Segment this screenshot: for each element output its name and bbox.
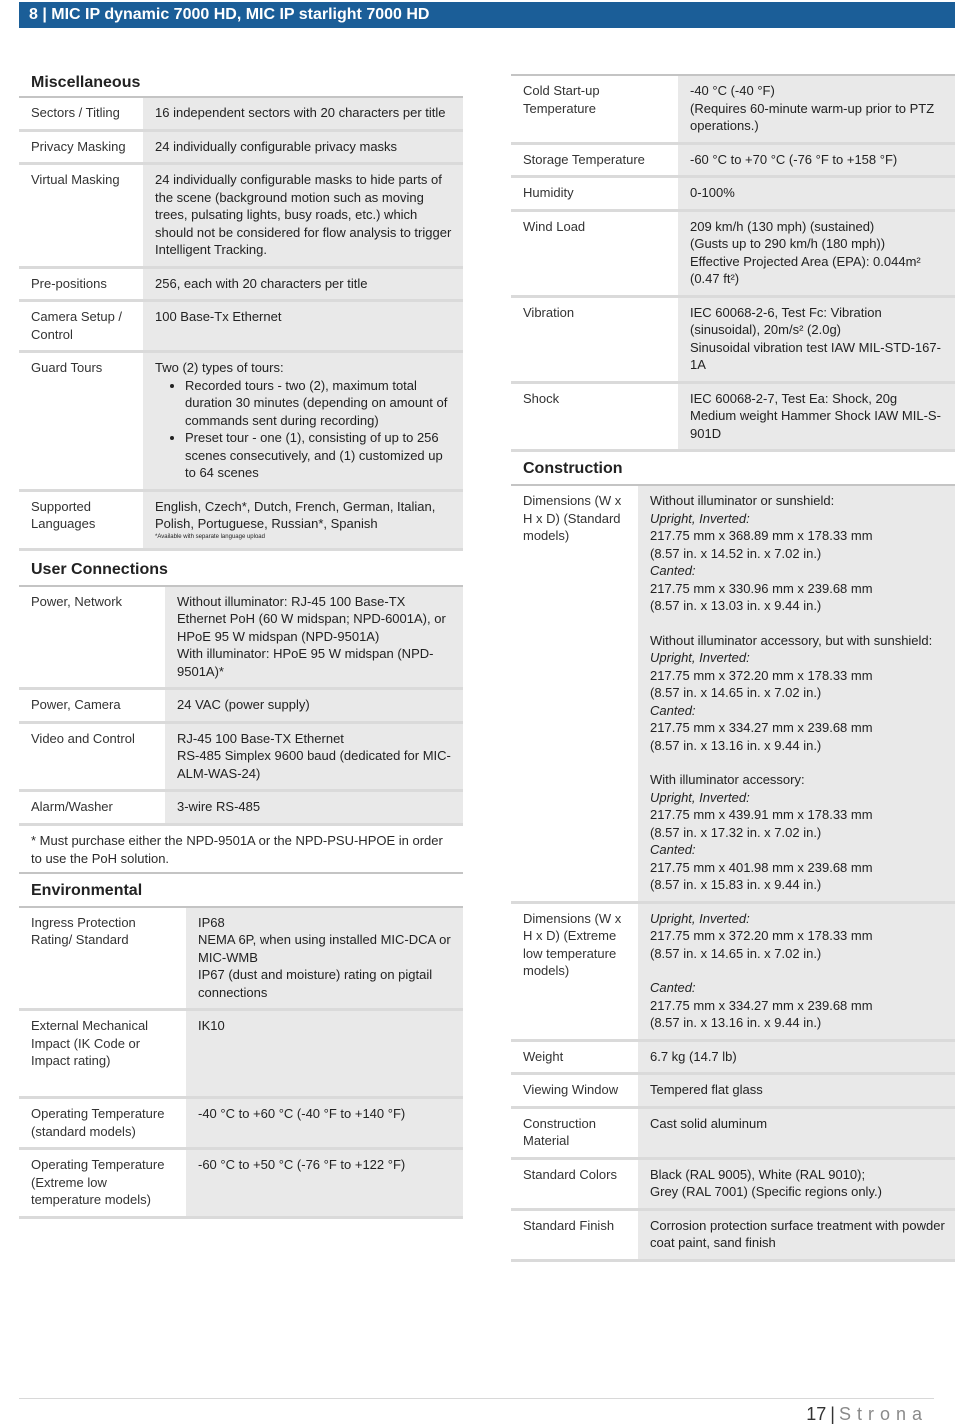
value-line: Black (RAL 9005), White (RAL 9010);	[650, 1166, 866, 1182]
value-line: IP68	[198, 914, 225, 930]
value-line: Effective Projected Area (EPA): 0.044m² (0.47 ft²)	[690, 253, 921, 286]
dimension-subheading: Canted:	[650, 980, 696, 995]
spec-key: Wind Load	[511, 212, 678, 298]
spec-key: Operating Temperature (standard models)	[19, 1099, 186, 1150]
spec-value	[186, 1011, 463, 1099]
value-line: (8.57 in. x 14.65 in. x 7.02 in.)	[650, 685, 822, 700]
spec-key: Cold Start-up Temperature	[511, 76, 678, 145]
value-line: 217.75 mm x 401.98 mm x 239.68 mm	[650, 859, 873, 875]
value-line: Without illuminator: RJ-45 100 Base-TX Ethernet PoH (60 W midspan; NPD-6001A), or HPoE 95 W midspan (NPD-9501A)	[177, 593, 446, 644]
dimension-heading: Without illuminator accessory, but with sunshield:	[650, 632, 933, 648]
spec-key: Supported Languages	[19, 492, 143, 551]
table-row	[511, 298, 955, 384]
value-line: 0-100%	[690, 185, 735, 200]
spec-value	[638, 486, 955, 904]
environment-continued-table	[511, 74, 955, 452]
right-column	[511, 74, 955, 1262]
value-line: IEC 60068-2-6, Test Fc: Vibration (sinusoidal), 20m/s² (2.0g)	[690, 304, 882, 337]
table-row	[19, 98, 463, 132]
spec-value	[638, 904, 955, 1042]
value-line: 217.75 mm x 439.91 mm x 178.33 mm	[650, 807, 873, 822]
value-line: 217.75 mm x 330.96 mm x 239.68 mm	[650, 580, 873, 596]
spec-key: Privacy Masking	[19, 132, 143, 166]
value-line: (8.57 in. x 13.16 in. x 9.44 in.)	[650, 737, 822, 753]
footer-separator: |	[830, 1404, 835, 1424]
spec-key: Dimensions (W x H x D) (Extreme low temperature models)	[511, 904, 638, 1042]
spec-key: Camera Setup / Control	[19, 302, 143, 353]
spec-value	[678, 384, 955, 453]
table-row	[511, 1211, 955, 1262]
value-line: RJ-45 100 Base-TX Ethernet	[177, 730, 344, 746]
table-row	[19, 132, 463, 166]
table-row	[511, 212, 955, 298]
spec-key: Humidity	[511, 178, 678, 212]
value-line: With illuminator: HPoE 95 W midspan (NPD-9501A)*	[177, 646, 434, 679]
dimension-subheading: Canted:	[650, 563, 696, 578]
value-line: -60 °C to +50 °C (-76 °F to +122 °F)	[198, 1157, 406, 1172]
spec-value	[678, 178, 955, 212]
table-row	[19, 724, 463, 793]
spec-key: Vibration	[511, 298, 678, 384]
languages-footnote: *Available with separate language upload	[155, 533, 265, 540]
misc-table	[19, 98, 463, 551]
value-line: Sinusoidal vibration test IAW MIL-STD-167-1A	[690, 339, 941, 372]
table-row	[19, 587, 463, 691]
spec-value	[638, 1109, 955, 1160]
spec-value: 24 individually configurable privacy masks	[143, 132, 463, 166]
spec-key: Shock	[511, 384, 678, 453]
value-line: 24 VAC (power supply)	[177, 697, 310, 712]
table-row	[511, 178, 955, 212]
value-line: 217.75 mm x 334.27 mm x 239.68 mm	[650, 997, 873, 1013]
value-line: -40 °C to +60 °C (-40 °F to +140 °F)	[198, 1106, 406, 1121]
page-header: 8 | MIC IP dynamic 7000 HD, MIC IP starlight 7000 HD	[19, 2, 955, 28]
user-connections-table	[19, 587, 463, 826]
table-row	[511, 1160, 955, 1211]
value-line: 209 km/h (130 mph) (sustained)	[690, 218, 875, 234]
spec-key: Standard Colors	[511, 1160, 638, 1211]
value-line: 217.75 mm x 372.20 mm x 178.33 mm	[650, 928, 873, 943]
spec-value	[186, 1099, 463, 1150]
value-line: 217.75 mm x 368.89 mm x 178.33 mm	[650, 528, 873, 543]
spec-key: Construction Material	[511, 1109, 638, 1160]
spec-value	[165, 690, 463, 724]
value-line: Tempered flat glass	[650, 1082, 763, 1097]
page-number: 17	[806, 1404, 827, 1424]
guard-tours-list	[155, 377, 455, 482]
spec-value: 24 individually configurable masks to hide parts of the scene (background motion such as moving trees, pulsating lights, busy roads, etc.) which should not be considered for flow analysis to trigger Intelligent Tracking.	[143, 165, 463, 269]
guard-tours-intro: Two (2) types of tours:	[155, 360, 284, 375]
spec-key: Operating Temperature (Extreme low temperature models)	[19, 1150, 186, 1219]
table-row	[19, 908, 463, 1012]
table-row	[19, 690, 463, 724]
spec-key: Storage Temperature	[511, 145, 678, 179]
spec-value	[186, 1150, 463, 1219]
spec-value: 16 independent sectors with 20 characters per title	[143, 98, 463, 132]
value-line: IP67 (dust and moisture) rating on pigtail connections	[198, 967, 433, 1000]
value-line: (Gusts up to 290 km/h (180 mph))	[690, 236, 886, 251]
section-title-user-connections: User Connections	[19, 561, 463, 587]
spec-value	[678, 212, 955, 298]
dimension-group	[650, 632, 947, 755]
value-line: Medium weight Hammer Shock IAW MIL-S-901D	[690, 408, 941, 441]
value-line: NEMA 6P, when using installed MIC-DCA or MIC-WMB	[198, 932, 451, 965]
table-row	[19, 1011, 463, 1099]
dimension-heading: Without illuminator or sunshield:	[650, 493, 835, 508]
dimension-subheading: Upright, Inverted:	[650, 510, 750, 526]
spec-value	[186, 908, 463, 1012]
table-row	[511, 1042, 955, 1076]
spec-key: Ingress Protection Rating/ Standard	[19, 908, 186, 1012]
spec-value	[638, 1042, 955, 1076]
dimension-subheading: Upright, Inverted:	[650, 789, 750, 805]
spec-key: Weight	[511, 1042, 638, 1076]
spec-value	[638, 1075, 955, 1109]
spec-key: Pre-positions	[19, 269, 143, 303]
table-row	[19, 353, 463, 492]
spec-value	[678, 298, 955, 384]
value-line: Grey (RAL 7001) (Specific regions only.)	[650, 1184, 882, 1199]
value-line: RS-485 Simplex 9600 baud (dedicated for MIC-ALM-WAS-24)	[177, 748, 451, 781]
dimension-subheading: Canted:	[650, 842, 696, 857]
value-line: 6.7 kg (14.7 lb)	[650, 1048, 737, 1064]
dimension-subheading: Canted:	[650, 702, 696, 718]
value-line: Cast solid aluminum	[650, 1115, 768, 1131]
dimension-subheading: Upright, Inverted:	[650, 650, 750, 665]
construction-table	[511, 486, 955, 1262]
table-row	[511, 486, 955, 904]
section-title-environmental: Environmental	[19, 882, 463, 908]
value-line: 217.75 mm x 372.20 mm x 178.33 mm	[650, 667, 873, 683]
dimension-group	[650, 771, 947, 894]
table-row	[19, 302, 463, 353]
table-row	[19, 792, 463, 826]
table-row	[511, 76, 955, 145]
footer-page-word: Strona	[838, 1404, 928, 1424]
value-line: (8.57 in. x 13.16 in. x 9.44 in.)	[650, 1015, 822, 1030]
table-row	[19, 492, 463, 551]
spec-key: Viewing Window	[511, 1075, 638, 1109]
spec-key: Standard Finish	[511, 1211, 638, 1262]
section-title-construction: Construction	[511, 460, 955, 486]
table-row	[19, 1150, 463, 1219]
spec-key: Dimensions (W x H x D) (Standard models)	[511, 486, 638, 904]
spec-key: Sectors / Titling	[19, 98, 143, 132]
spec-key: Power, Network	[19, 587, 165, 691]
spec-value: 256, each with 20 characters per title	[143, 269, 463, 303]
table-row	[19, 269, 463, 303]
value-line: (8.57 in. x 13.03 in. x 9.44 in.)	[650, 598, 822, 613]
spec-key: Alarm/Washer	[19, 792, 165, 826]
left-column	[19, 74, 463, 1219]
footer-divider	[19, 1398, 934, 1399]
table-row	[511, 145, 955, 179]
table-row	[19, 165, 463, 269]
spec-key: Virtual Masking	[19, 165, 143, 269]
environmental-table	[19, 908, 463, 1219]
value-line: 3-wire RS-485	[177, 799, 261, 814]
value-line: (8.57 in. x 15.83 in. x 9.44 in.)	[650, 877, 822, 892]
spec-value	[165, 587, 463, 691]
spec-value	[165, 724, 463, 793]
table-row	[511, 1109, 955, 1160]
spec-key: Power, Camera	[19, 690, 165, 724]
spec-key: Video and Control	[19, 724, 165, 793]
spec-key: External Mechanical Impact (IK Code or Impact rating)	[19, 1011, 186, 1099]
value-line: -40 °C (-40 °F)	[690, 83, 775, 98]
spec-value	[678, 145, 955, 179]
value-line: (Requires 60-minute warm-up prior to PTZ operations.)	[690, 100, 935, 133]
user-connections-footnote: * Must purchase either the NPD-9501A or the NPD-PSU-HPOE in order to use the PoH solution.	[19, 826, 463, 874]
value-line: (8.57 in. x 17.32 in. x 7.02 in.)	[650, 824, 822, 840]
spec-value	[678, 76, 955, 145]
dimension-group	[650, 492, 947, 615]
value-line: 217.75 mm x 334.27 mm x 239.68 mm	[650, 720, 873, 735]
value-line: IK10	[198, 1018, 225, 1033]
value-line: (8.57 in. x 14.65 in. x 7.02 in.)	[650, 945, 822, 961]
dimension-heading: With illuminator accessory:	[650, 772, 805, 787]
spec-value	[143, 492, 463, 551]
value-line: IEC 60068-2-7, Test Ea: Shock, 20g	[690, 390, 898, 406]
value-line: Corrosion protection surface treatment with powder coat paint, sand finish	[650, 1217, 945, 1250]
table-row	[511, 1075, 955, 1109]
list-item: • Recorded tours - two (2), maximum total duration 30 minutes (depending on amount of commands sent during recording)	[185, 377, 455, 430]
list-item: • Preset tour - one (1), consisting of up to 256 scenes consecutively, and (1) customized up to 64 scenes	[185, 429, 455, 482]
spec-value: 100 Base-Tx Ethernet	[143, 302, 463, 353]
spec-key: Guard Tours	[19, 353, 143, 492]
spec-value	[638, 1160, 955, 1211]
table-row	[511, 904, 955, 1042]
value-line: -60 °C to +70 °C (-76 °F to +158 °F)	[690, 151, 898, 167]
section-title-miscellaneous: Miscellaneous	[19, 74, 463, 98]
spec-value	[143, 353, 463, 492]
spec-value	[165, 792, 463, 826]
table-row	[511, 384, 955, 453]
value-line: (8.57 in. x 14.52 in. x 7.02 in.)	[650, 545, 822, 561]
languages-value: English, Czech*, Dutch, French, German, Italian, Polish, Portuguese, Russian*, Spanish	[155, 498, 436, 531]
page-footer	[806, 1404, 928, 1425]
spec-value	[638, 1211, 955, 1262]
table-row	[19, 1099, 463, 1150]
dimension-subheading: Upright, Inverted:	[650, 910, 750, 926]
